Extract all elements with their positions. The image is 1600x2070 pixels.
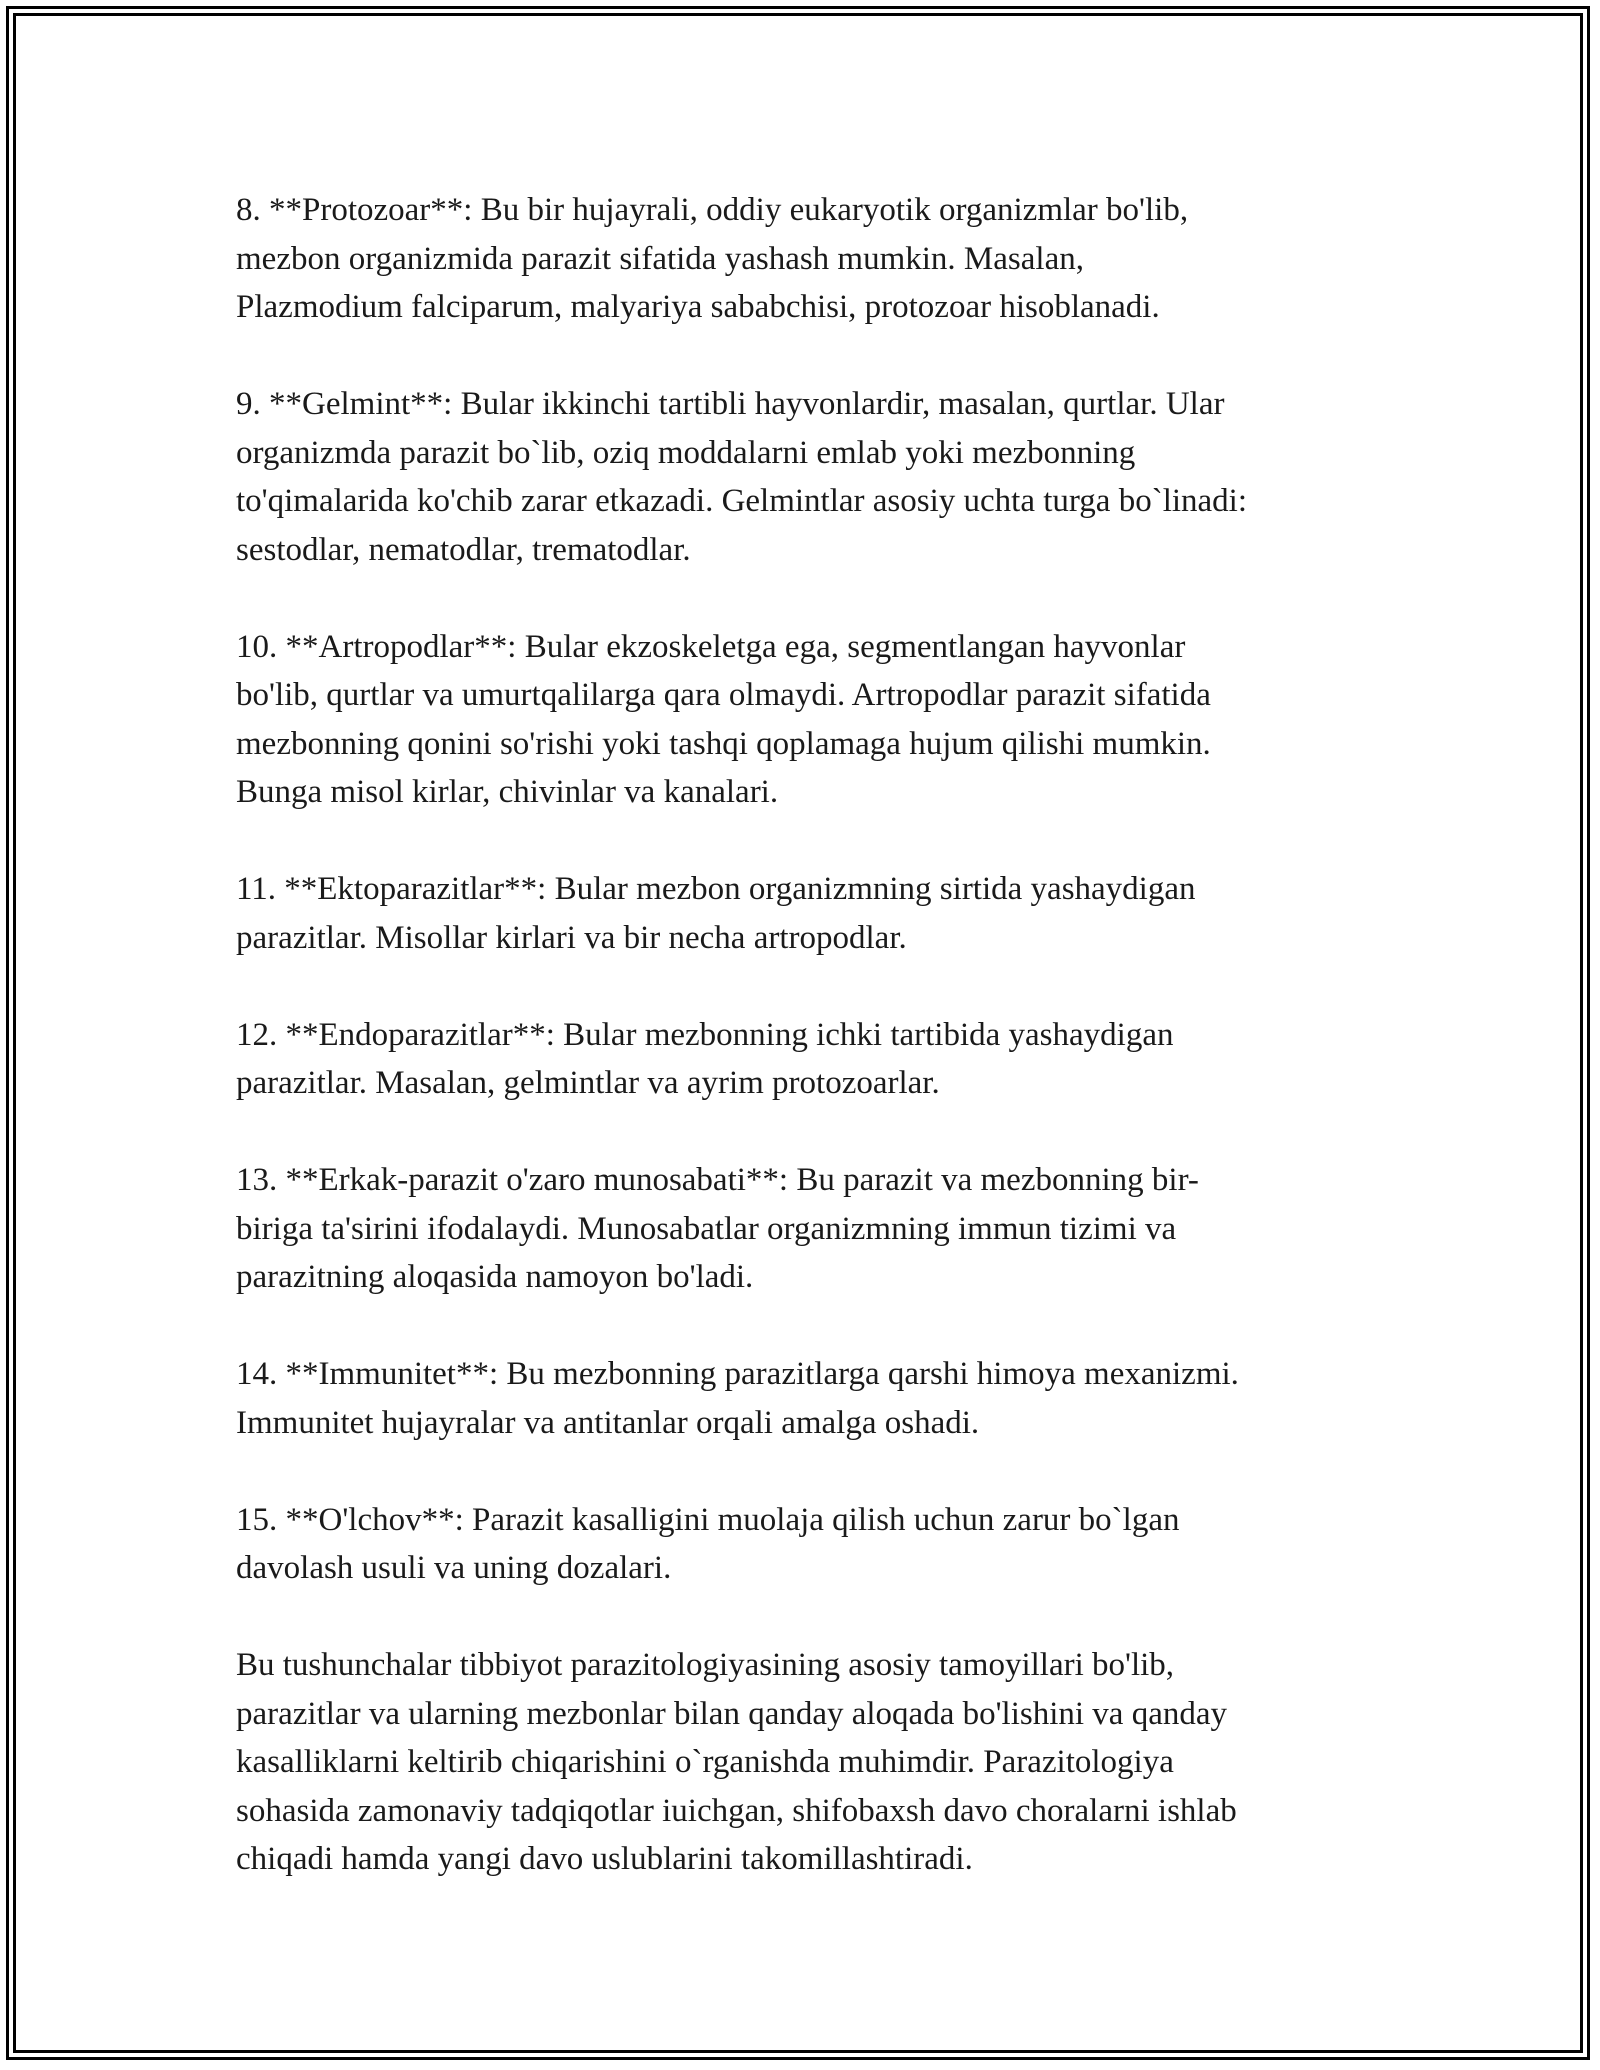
paragraph-munosabat: 13. **Erkak-parazit o'zaro munosabati**: Bu parazit va mezbonning bir- biriga ta'sirini ifodalaydi. Munosabatlar organizmning immun tizimi va parazitning aloqasida namoyon bo'ladi. (236, 1162, 1199, 1295)
paragraph-ektoparazitlar: 11. **Ektoparazitlar**: Bular mezbon organizmning sirtida yashaydigan parazitlar. Misollar kirlari va bir necha artropodlar. (236, 871, 1196, 956)
paragraph-immunitet: 14. **Immunitet**: Bu mezbonning parazitlarga qarshi himoya mexanizmi. Immunitet hujayralar va antitanlar orqali amalga oshadi. (236, 1356, 1239, 1441)
paragraph-olchov: 15. **O'lchov**: Parazit kasalligini muolaja qilish uchun zarur bo`lgan davolash usuli va uning dozalari. (236, 1501, 1180, 1586)
paragraph-artropodlar: 10. **Artropodlar**: Bular ekzoskeletga ega, segmentlangan hayvonlar bo'lib, qurtlar va umurtqalilarga qara olmaydi. Artropodlar parazit sifatida mezbonning qonini so'rishi yoki tashqi qoplamaga hujum qilishi mumkin. Bunga misol kirlar, chivinlar va kanalari. (236, 628, 1211, 810)
paragraph-gelmint: 9. **Gelmint**: Bular ikkinchi tartibli hayvonlardir, masalan, qurtlar. Ular organizmda parazit bo`lib, oziq moddalarni emlab yoki mezbonning to'qimalarida ko'chib zarar etkazadi. Gelmintlar asosiy uchta turga bo`linadi: sestodlar, nematodlar, trematodlar. (236, 386, 1248, 568)
paragraph-endoparazitlar: 12. **Endoparazitlar**: Bular mezbonning ichki tartibida yashaydigan parazitlar. Masalan, gelmintlar va ayrim protozoarlar. (236, 1016, 1174, 1101)
document-body (236, 186, 1366, 1884)
paragraph-conclusion: Bu tushunchalar tibbiyot parazitologiyasining asosiy tamoyillari bo'lib, parazitlar va ularning mezbonlar bilan qanday aloqada bo'lishini va qanday kasalliklarni keltirib chiqarishini o`rganishda muhimdir. Parazitologiya sohasida zamonaviy tadqiqotlar iuichgan, shifobaxsh davo choralarni ishlab chiqadi hamda yangi davo uslublarini takomillashtiradi. (236, 1647, 1237, 1877)
paragraph-protozoar: 8. **Protozoar**: Bu bir hujayrali, oddiy eukaryotik organizmlar bo'lib, mezbon organizmida parazit sifatida yashash mumkin. Masalan, Plazmodium falciparum, malyariya sababchisi, protozoar hisoblanadi. (236, 192, 1189, 325)
